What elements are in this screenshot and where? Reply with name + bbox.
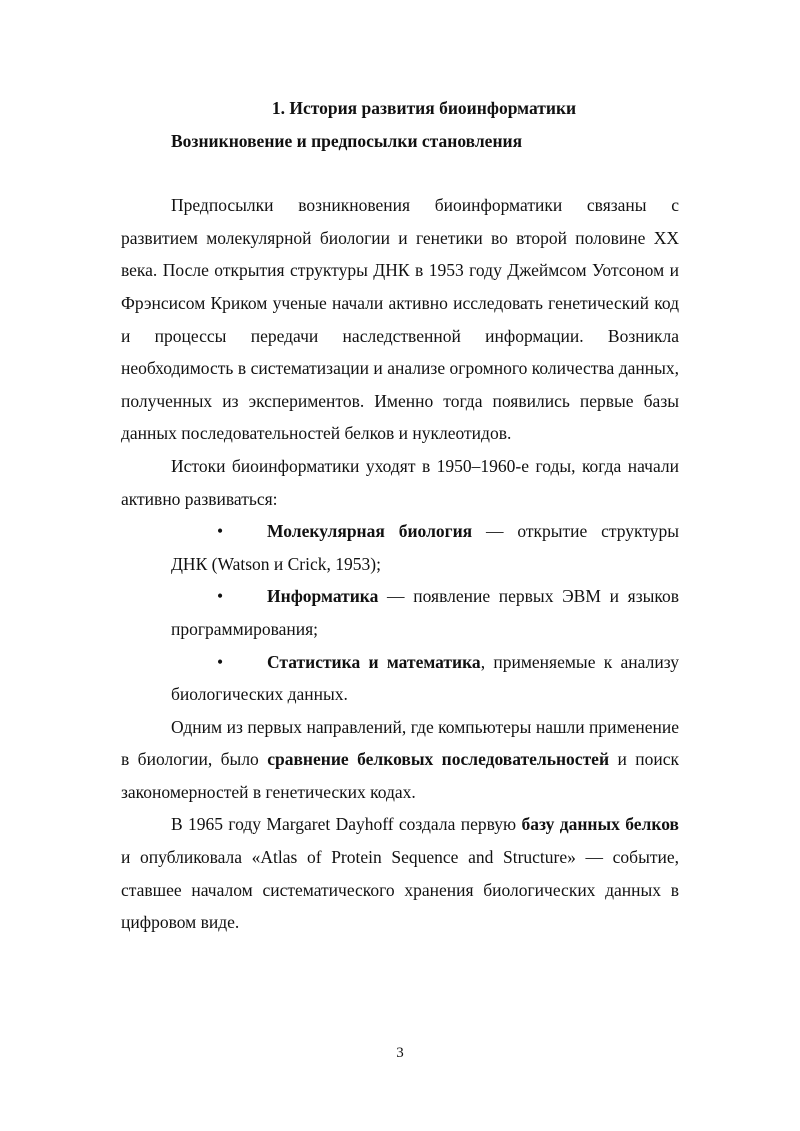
spacer <box>121 157 679 189</box>
list-item-bold: Молекулярная биология <box>267 521 473 542</box>
list-item <box>171 646 679 711</box>
paragraph-1: Предпосылки возникновения биоинформатики связаны с развитием молекулярной биологии и генетики во второй половине XX века. После открытия структуры ДНК в 1953 году Джеймсом Уотсоном и Фрэнсисом Криком ученые начали активно исследовать генетический код и процессы передачи наследственной информации. Возникла необходимость в систематизации и анализе огромного количества данных, полученных из экспериментов. Именно тогда появились первые базы данных последовательностей белков и нуклеотидов. <box>121 195 679 444</box>
paragraph-3-bold: сравнение белковых последовательностей <box>267 749 610 770</box>
chapter-heading: 1. История развития биоинформатики <box>271 98 577 118</box>
paragraph-2: Истоки биоинформатики уходят в 1950–1960-е годы, когда начали активно развиваться: <box>121 455 679 509</box>
list-item-text: , применяемые к анализу биологических данных. <box>171 651 679 705</box>
paragraph-4-text-end: и опубликовала «Atlas of Protein Sequence and Structure» — событие, ставшее началом систематического хранения биологических данных в цифровом виде. <box>121 847 679 933</box>
list-item-bold: Информатика <box>267 586 379 607</box>
bullet-icon: • <box>217 586 224 607</box>
list-item-text: — появление первых ЭВМ и языков программирования; <box>171 586 679 639</box>
bullet-icon: • <box>217 521 224 542</box>
paragraph-3 <box>121 711 679 809</box>
document-page <box>121 92 679 939</box>
paragraph-3-text: Одним из первых направлений, где компьютеры нашли применение в биологии, было <box>121 716 679 770</box>
paragraph-4-text: В 1965 году Margaret Dayhoff создала первую <box>171 814 522 835</box>
list-item-text: — открытие структуры ДНК (Watson и Crick, 1953); <box>171 521 679 574</box>
bullet-icon: • <box>217 651 224 672</box>
paragraph-3-text-end: и поиск закономерностей в генетических кодах. <box>121 749 679 802</box>
paragraph-4-bold: базу данных белков <box>521 814 679 835</box>
list-item <box>171 580 679 645</box>
page-number: 3 <box>396 1045 404 1061</box>
list-item-bold: Статистика и математика <box>267 651 481 672</box>
paragraph-4 <box>121 808 679 938</box>
section-heading: Возникновение и предпосылки становления <box>171 130 523 151</box>
list-item <box>171 515 679 580</box>
